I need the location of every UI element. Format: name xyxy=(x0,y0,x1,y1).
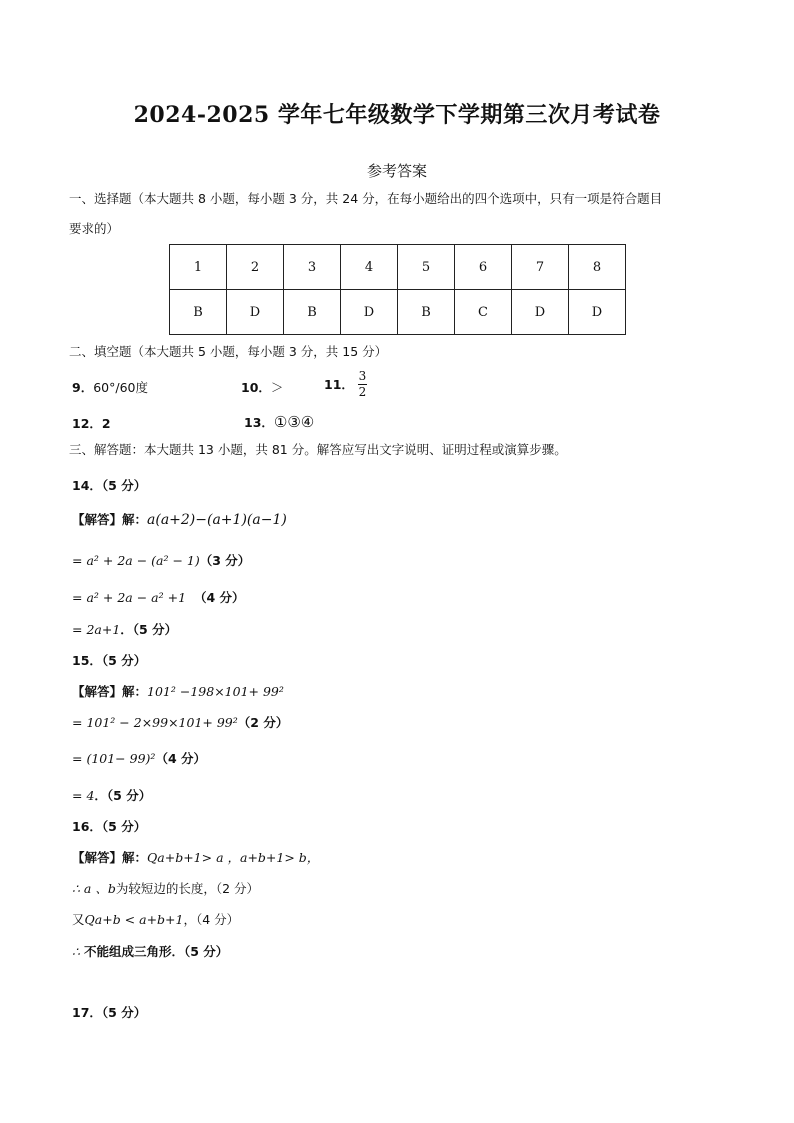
therefore-symbol: ∴ xyxy=(72,944,80,959)
q14-line1 xyxy=(72,510,287,528)
q16-line2 xyxy=(72,879,259,897)
q13-answer xyxy=(244,413,314,431)
q12-value: 2 xyxy=(101,416,111,431)
q14-heading: 14．（5 分） xyxy=(72,478,147,493)
q13-label: 13． xyxy=(244,415,274,430)
q14-line2 xyxy=(72,551,250,569)
q16-conclusion: 不能组成三角形．（5 分） xyxy=(83,944,229,959)
q14-step1-score: （3 分） xyxy=(199,553,251,568)
q14-line3 xyxy=(72,588,245,606)
table-cell: 4 xyxy=(341,245,398,290)
q16-inequality: Qa+b < a+b+1 xyxy=(84,912,184,927)
q16-heading: 16．（5 分） xyxy=(72,819,147,834)
q15-line2 xyxy=(72,713,288,731)
table-cell: D xyxy=(569,290,626,335)
table-cell: 3 xyxy=(284,245,341,290)
q15-line1 xyxy=(72,682,284,700)
q11-label: 11． xyxy=(324,377,354,393)
q16-premise: Qa+b+1> a ，a+b+1> b， xyxy=(147,850,320,865)
section3-heading: 三、解答题：本大题共 13 小题，共 81 分。解答应写出文字说明、证明过程或演算步骤。 xyxy=(69,442,567,457)
q14-step2: = a² + 2a − a² +1 xyxy=(72,590,187,605)
table-cell: C xyxy=(455,290,512,335)
table-cell: D xyxy=(227,290,284,335)
question-number-row xyxy=(170,245,626,290)
q11-answer xyxy=(324,370,367,398)
table-cell: 6 xyxy=(455,245,512,290)
q13-value: ①③④ xyxy=(273,413,315,431)
q16-also: 又 xyxy=(72,912,85,927)
q15-step1: = 101² − 2×99×101+ 99² xyxy=(72,715,238,730)
q14-line4 xyxy=(72,620,177,638)
q12-answer xyxy=(72,414,111,432)
section1-heading-line2: 要求的） xyxy=(69,221,120,236)
q16-step2-score: ，（4 分） xyxy=(183,912,240,927)
q9-label: 9． xyxy=(72,380,94,395)
q15-step2-score: （4 分） xyxy=(155,751,206,766)
table-cell: 8 xyxy=(569,245,626,290)
q14-step1: = a² + 2a − (a² − 1) xyxy=(72,553,200,568)
q10-value: ＞ xyxy=(270,380,284,395)
q16-line1 xyxy=(72,848,319,866)
table-cell: 5 xyxy=(398,245,455,290)
q15-line3 xyxy=(72,749,206,767)
q16-therefore: ∴ a 、b xyxy=(72,881,116,896)
fraction-numerator: 3 xyxy=(358,369,367,383)
q15-step2: = (101− 99)² xyxy=(72,751,156,766)
solution-label: 【解答】解： xyxy=(72,850,148,865)
section1-heading-line1: 一、选择题（本大题共 8 小题，每小题 3 分，共 24 分，在每小题给出的四个选项中，只有一项是符合题目 xyxy=(69,191,663,206)
q15-step1-score: （2 分） xyxy=(237,715,289,730)
page-title: 2024-2025 学年七年级数学下学期第三次月考试卷 xyxy=(133,102,661,128)
section2-heading: 二、填空题（本大题共 5 小题，每小题 3 分，共 15 分） xyxy=(69,344,388,359)
table-cell: 2 xyxy=(227,245,284,290)
q16-line4 xyxy=(72,942,228,960)
table-cell: B xyxy=(284,290,341,335)
q16-step1-text: 为较短边的长度，（2 分） xyxy=(115,881,260,896)
q14-step2-score: （4 分） xyxy=(193,590,245,605)
table-cell: B xyxy=(170,290,227,335)
q14-expression: a(a+2)−(a+1)(a−1) xyxy=(147,512,287,528)
solution-label: 【解答】解： xyxy=(72,512,148,527)
q15-expression: 101² −198×101+ 99² xyxy=(147,684,284,699)
q12-label: 12． xyxy=(72,416,102,431)
q14-result: = 2a+1 xyxy=(72,622,121,637)
answer-row xyxy=(170,290,626,335)
q9-answer xyxy=(72,378,148,396)
choice-answer-table xyxy=(169,244,626,335)
q11-fraction xyxy=(358,370,367,398)
q15-heading: 15．（5 分） xyxy=(72,653,147,668)
q16-line3 xyxy=(72,910,239,928)
fraction-denominator: 2 xyxy=(358,384,367,399)
table-cell: B xyxy=(398,290,455,335)
q10-label: 10． xyxy=(241,380,271,395)
q14-result-score: ．（5 分） xyxy=(120,622,178,637)
q15-result-score: ．（5 分） xyxy=(94,788,152,803)
solution-label: 【解答】解： xyxy=(72,684,148,699)
table-cell: 1 xyxy=(170,245,227,290)
q9-value: 60°/60度 xyxy=(93,380,148,395)
table-cell: 7 xyxy=(512,245,569,290)
q15-line4 xyxy=(72,786,151,804)
q10-answer xyxy=(241,378,283,396)
answer-key-subtitle: 参考答案 xyxy=(366,162,427,180)
q17-heading: 17．（5 分） xyxy=(72,1005,147,1020)
table-cell: D xyxy=(512,290,569,335)
table-cell: D xyxy=(341,290,398,335)
q15-result: = 4 xyxy=(72,788,95,803)
